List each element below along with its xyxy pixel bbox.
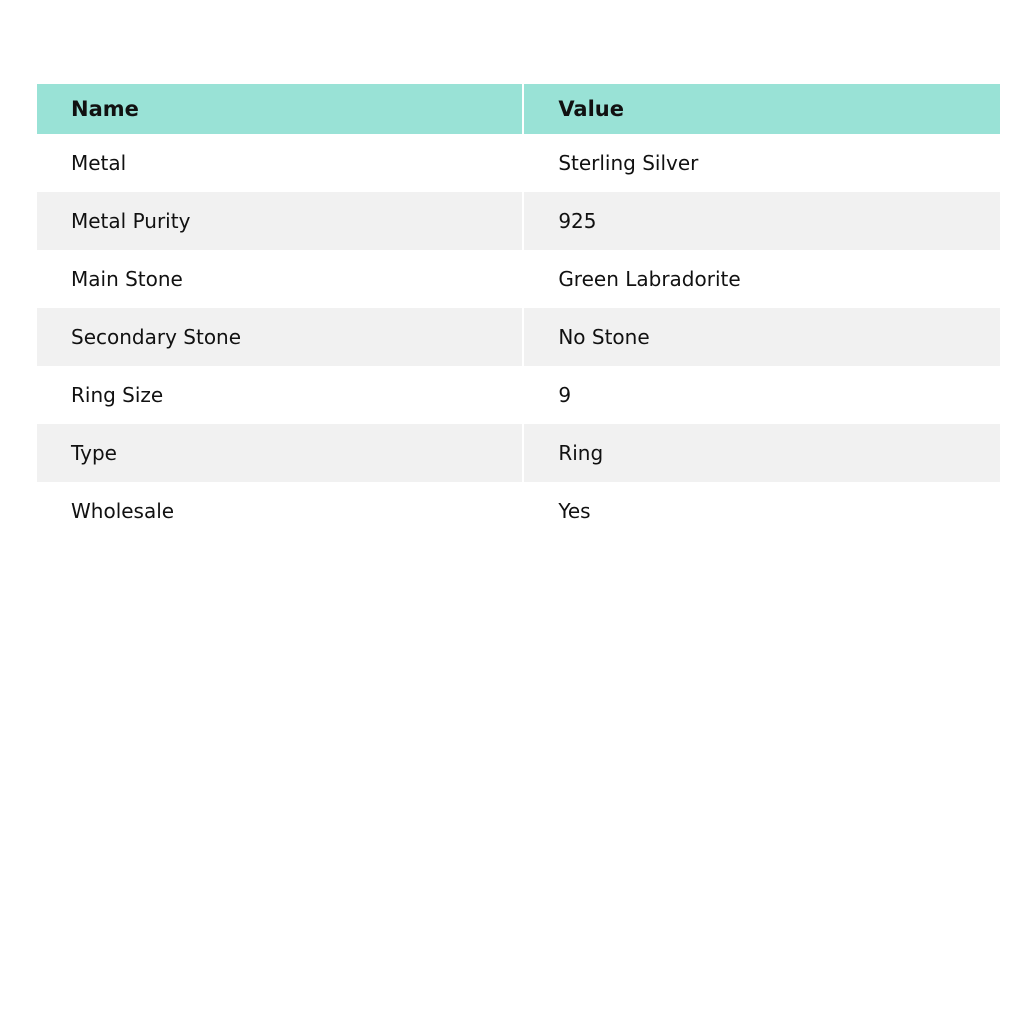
column-header-value: Value xyxy=(523,84,1000,134)
attribute-value-cell: Yes xyxy=(523,482,1000,540)
attribute-value-cell: 925 xyxy=(523,192,1000,250)
table-row xyxy=(37,192,1000,250)
attribute-name-cell: Type xyxy=(37,424,523,482)
table-row xyxy=(37,482,1000,540)
attribute-name-cell: Wholesale xyxy=(37,482,523,540)
table-row xyxy=(37,424,1000,482)
attribute-value-cell: 9 xyxy=(523,366,1000,424)
table-row xyxy=(37,308,1000,366)
table-header xyxy=(37,84,1000,134)
attribute-name-cell: Metal Purity xyxy=(37,192,523,250)
table-body xyxy=(37,134,1000,540)
product-attributes-table xyxy=(37,84,1000,540)
attribute-name-cell: Metal xyxy=(37,134,523,192)
header-row xyxy=(37,84,1000,134)
table-row xyxy=(37,366,1000,424)
attribute-value-cell: Green Labradorite xyxy=(523,250,1000,308)
attribute-value-cell: Ring xyxy=(523,424,1000,482)
attribute-name-cell: Ring Size xyxy=(37,366,523,424)
attribute-value-cell: Sterling Silver xyxy=(523,134,1000,192)
attribute-name-cell: Main Stone xyxy=(37,250,523,308)
table-row xyxy=(37,134,1000,192)
attribute-value-cell: No Stone xyxy=(523,308,1000,366)
attribute-name-cell: Secondary Stone xyxy=(37,308,523,366)
table-row xyxy=(37,250,1000,308)
column-header-name: Name xyxy=(37,84,523,134)
